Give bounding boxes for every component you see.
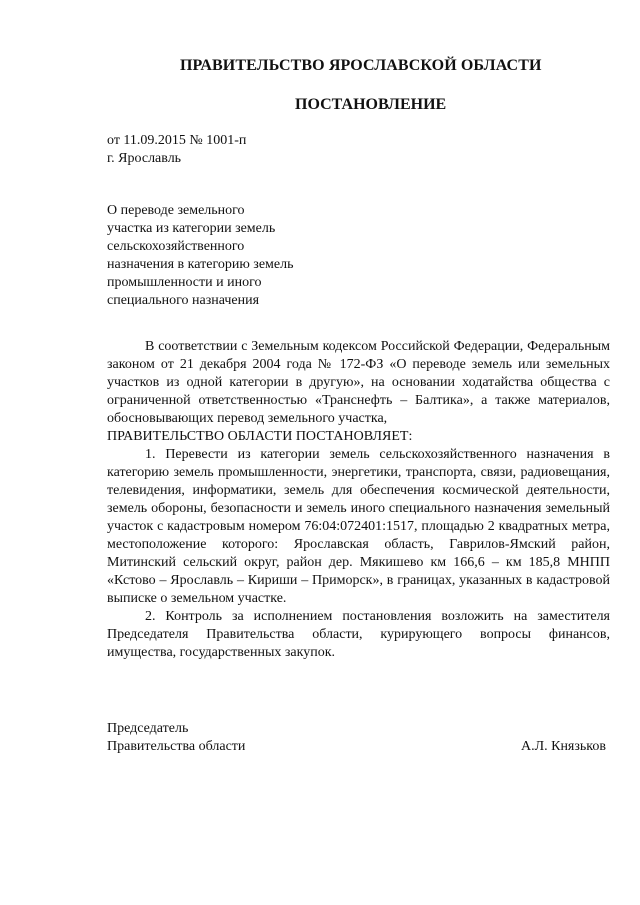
- signature-row: [107, 738, 610, 756]
- decree-line: ПРАВИТЕЛЬСТВО ОБЛАСТИ ПОСТАНОВЛЯЕТ:: [107, 429, 413, 444]
- subject-line: промышленности и иного: [107, 275, 262, 290]
- preamble-paragraph: В соответствии с Земельным кодексом Российской Федерации, Федеральным законом от 21 декабря 2004 года № 172-ФЗ «О переводе земель или земельных участков из одной категории в другую», на основании ходатайства общества с ограниченной ответственностью «Транснефть – Балтика», а также материалов, обосновывающих перевод земельного участка,: [107, 339, 610, 426]
- subject-line: специального назначения: [107, 293, 260, 308]
- signature-block: [107, 720, 610, 756]
- date-number: от 11.09.2015 № 1001-п: [107, 133, 247, 148]
- document-meta: [107, 132, 246, 168]
- item-2-paragraph: 2. Контроль за исполнением постановления возложить на заместителя Председателя Правительства области, курирующего вопросы финансов, имущества, государственных закупок.: [107, 609, 610, 660]
- subject-line: сельскохозяйственного: [107, 239, 245, 254]
- subject-line: участка из категории земель: [107, 221, 276, 236]
- government-title: ПРАВИТЕЛЬСТВО ЯРОСЛАВСКОЙ ОБЛАСТИ: [180, 57, 542, 74]
- subject-line: назначения в категорию земель: [107, 257, 294, 272]
- document-body: [107, 338, 610, 662]
- item-1-paragraph: 1. Перевести из категории земель сельскохозяйственного назначения в категорию земель промышленности, энергетики, транспорта, связи, радиовещания, телевидения, информатики, земель для обеспечения космической деятельности, земель обороны, безопасности и земель иного специального назначения земельный участок с кадастровым номером 76:04:072401:1517, площадью 2 квадратных метра, местоположение которого: Ярославская область, Гаврилов-Ямский район, Митинский сельский округ, район дер. Мякишево км 166,6 – км 185,8 МНПП «Кстово – Ярославль – Кириши – Приморск», в границах, указанных в кадастровой выписке о земельном участке.: [107, 447, 610, 606]
- document-subject: [107, 202, 367, 310]
- city: г. Ярославль: [107, 151, 182, 166]
- signer-position-line1: Председатель: [107, 721, 189, 736]
- signer-position-line2: Правительства области: [107, 739, 246, 754]
- subject-line: О переводе земельного: [107, 203, 245, 218]
- signer-name: А.Л. Князьков: [521, 739, 606, 754]
- document-type-title: ПОСТАНОВЛЕНИЕ: [295, 96, 447, 113]
